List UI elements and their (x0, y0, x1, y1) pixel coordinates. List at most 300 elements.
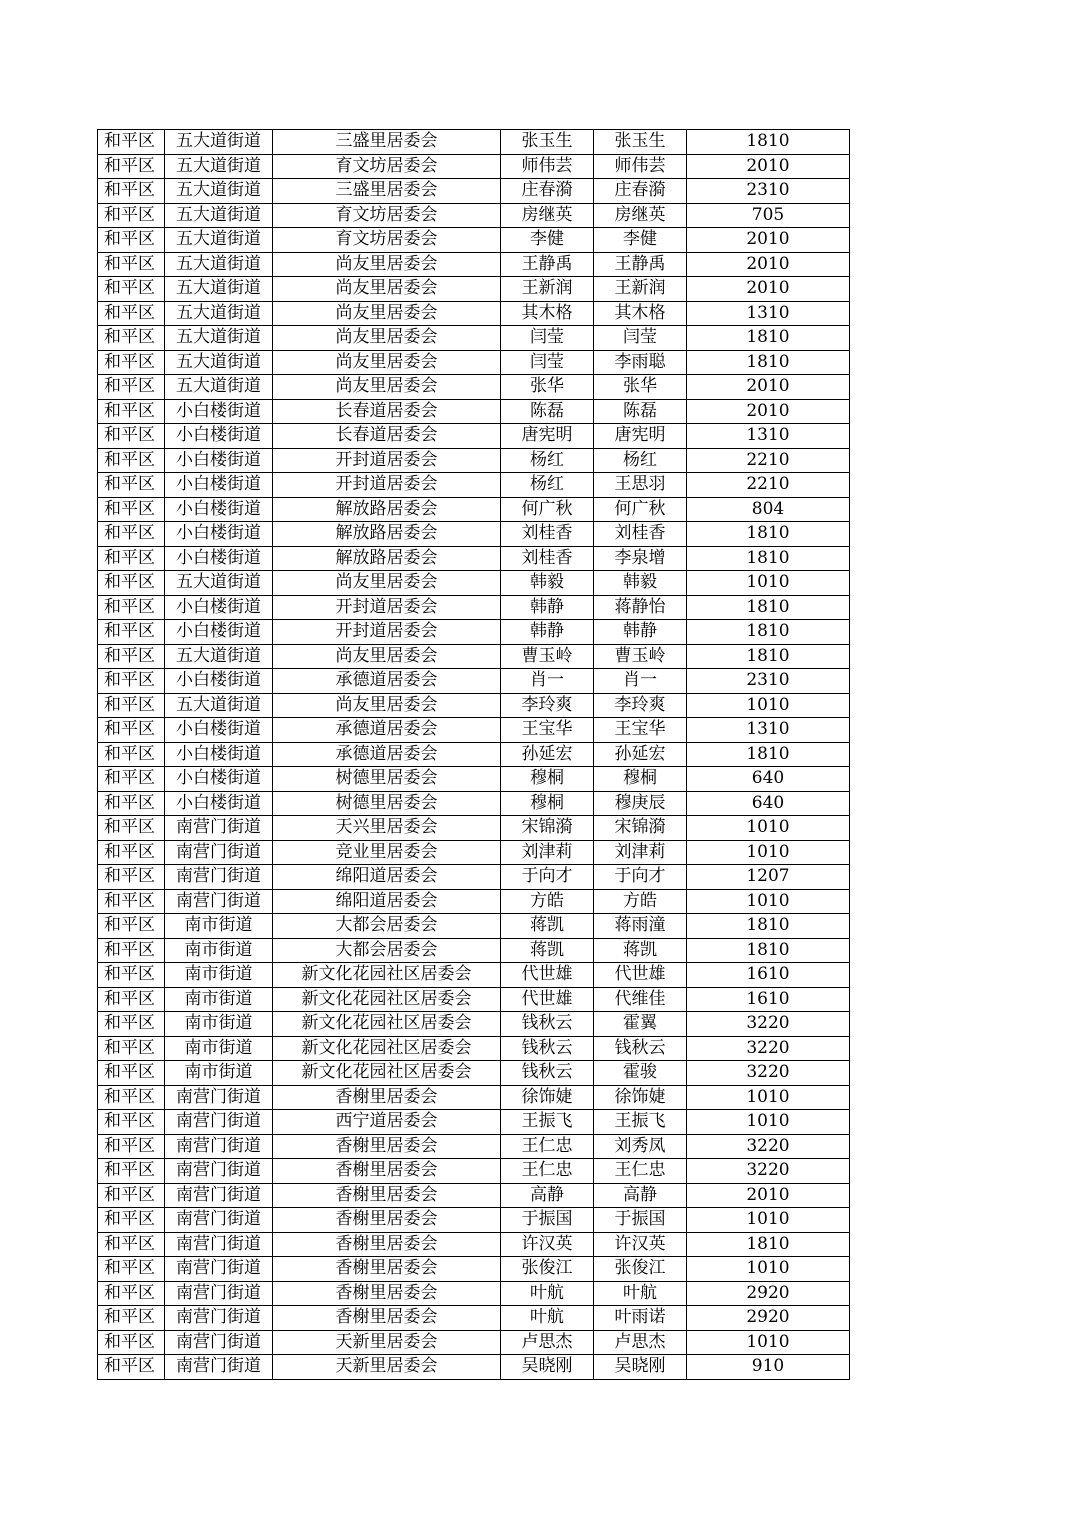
street-cell: 南营门街道 (165, 840, 273, 865)
committee-cell: 育文坊居委会 (273, 228, 501, 253)
table-row (98, 277, 850, 302)
district-cell: 和平区 (98, 914, 165, 939)
table-row (98, 1110, 850, 1135)
applicant-cell: 李玲爽 (501, 693, 594, 718)
street-cell: 五大道街道 (165, 571, 273, 596)
committee-cell: 香榭里居委会 (273, 1159, 501, 1184)
member-cell: 钱秋云 (594, 1036, 687, 1061)
committee-cell: 解放路居委会 (273, 546, 501, 571)
member-cell: 李健 (594, 228, 687, 253)
street-cell: 南营门街道 (165, 1281, 273, 1306)
district-cell: 和平区 (98, 840, 165, 865)
member-cell: 刘津莉 (594, 840, 687, 865)
amount-cell: 1810 (687, 326, 850, 351)
district-cell: 和平区 (98, 1208, 165, 1233)
amount-cell: 1810 (687, 546, 850, 571)
district-cell: 和平区 (98, 865, 165, 890)
district-cell: 和平区 (98, 1281, 165, 1306)
committee-cell: 新文化花园社区居委会 (273, 987, 501, 1012)
district-cell: 和平区 (98, 571, 165, 596)
applicant-cell: 刘桂香 (501, 546, 594, 571)
amount-cell: 2010 (687, 399, 850, 424)
table-row (98, 987, 850, 1012)
member-cell: 王思羽 (594, 473, 687, 498)
street-cell: 南市街道 (165, 1012, 273, 1037)
table-row (98, 791, 850, 816)
table-row (98, 1159, 850, 1184)
committee-cell: 香榭里居委会 (273, 1281, 501, 1306)
street-cell: 小白楼街道 (165, 742, 273, 767)
member-cell: 曹玉岭 (594, 644, 687, 669)
amount-cell: 3220 (687, 1036, 850, 1061)
applicant-cell: 刘津莉 (501, 840, 594, 865)
district-cell: 和平区 (98, 742, 165, 767)
amount-cell: 1810 (687, 1232, 850, 1257)
district-cell: 和平区 (98, 1012, 165, 1037)
applicant-cell: 其木格 (501, 301, 594, 326)
table-row (98, 620, 850, 645)
table-row (98, 963, 850, 988)
amount-cell: 1010 (687, 571, 850, 596)
applicant-cell: 穆桐 (501, 767, 594, 792)
member-cell: 于向才 (594, 865, 687, 890)
committee-cell: 新文化花园社区居委会 (273, 1061, 501, 1086)
table-row (98, 595, 850, 620)
table-row (98, 889, 850, 914)
street-cell: 南营门街道 (165, 1355, 273, 1380)
table-row (98, 1355, 850, 1380)
committee-cell: 解放路居委会 (273, 522, 501, 547)
district-cell: 和平区 (98, 987, 165, 1012)
applicant-cell: 许汉英 (501, 1232, 594, 1257)
amount-cell: 910 (687, 1355, 850, 1380)
amount-cell: 1010 (687, 1208, 850, 1233)
committee-cell: 西宁道居委会 (273, 1110, 501, 1135)
applicant-cell: 闫莹 (501, 326, 594, 351)
committee-cell: 天新里居委会 (273, 1355, 501, 1380)
amount-cell: 2010 (687, 375, 850, 400)
applicant-cell: 唐宪明 (501, 424, 594, 449)
amount-cell: 2010 (687, 252, 850, 277)
member-cell: 王新润 (594, 277, 687, 302)
street-cell: 五大道街道 (165, 252, 273, 277)
street-cell: 五大道街道 (165, 130, 273, 155)
committee-cell: 尚友里居委会 (273, 375, 501, 400)
street-cell: 小白楼街道 (165, 497, 273, 522)
district-cell: 和平区 (98, 693, 165, 718)
amount-cell: 1810 (687, 914, 850, 939)
member-cell: 陈磊 (594, 399, 687, 424)
committee-cell: 香榭里居委会 (273, 1085, 501, 1110)
amount-cell: 1810 (687, 595, 850, 620)
street-cell: 五大道街道 (165, 277, 273, 302)
committee-cell: 树德里居委会 (273, 791, 501, 816)
amount-cell: 1810 (687, 350, 850, 375)
table-row (98, 1330, 850, 1355)
member-cell: 何广秋 (594, 497, 687, 522)
applicant-cell: 钱秋云 (501, 1036, 594, 1061)
applicant-cell: 张俊江 (501, 1257, 594, 1282)
applicant-cell: 师伟芸 (501, 154, 594, 179)
member-cell: 王仁忠 (594, 1159, 687, 1184)
applicant-cell: 宋锦漪 (501, 816, 594, 841)
street-cell: 南营门街道 (165, 1134, 273, 1159)
table-row (98, 179, 850, 204)
member-cell: 蒋凯 (594, 938, 687, 963)
committee-cell: 尚友里居委会 (273, 277, 501, 302)
amount-cell: 1810 (687, 620, 850, 645)
committee-cell: 香榭里居委会 (273, 1306, 501, 1331)
table-row (98, 497, 850, 522)
amount-cell: 1010 (687, 1110, 850, 1135)
member-cell: 宋锦漪 (594, 816, 687, 841)
district-cell: 和平区 (98, 448, 165, 473)
applicant-cell: 代世雄 (501, 987, 594, 1012)
member-cell: 徐饰婕 (594, 1085, 687, 1110)
member-cell: 蒋雨潼 (594, 914, 687, 939)
amount-cell: 3220 (687, 1159, 850, 1184)
amount-cell: 1810 (687, 938, 850, 963)
applicant-cell: 王仁忠 (501, 1134, 594, 1159)
table-row (98, 767, 850, 792)
table-row (98, 473, 850, 498)
committee-cell: 尚友里居委会 (273, 326, 501, 351)
member-cell: 唐宪明 (594, 424, 687, 449)
street-cell: 南营门街道 (165, 865, 273, 890)
member-cell: 韩毅 (594, 571, 687, 596)
street-cell: 南营门街道 (165, 1330, 273, 1355)
member-cell: 其木格 (594, 301, 687, 326)
district-cell: 和平区 (98, 522, 165, 547)
committee-cell: 香榭里居委会 (273, 1208, 501, 1233)
table-row (98, 914, 850, 939)
district-cell: 和平区 (98, 1085, 165, 1110)
street-cell: 南营门街道 (165, 1208, 273, 1233)
member-cell: 王静禹 (594, 252, 687, 277)
committee-cell: 开封道居委会 (273, 620, 501, 645)
member-cell: 穆庚辰 (594, 791, 687, 816)
table-row (98, 840, 850, 865)
applicant-cell: 方皓 (501, 889, 594, 914)
committee-cell: 开封道居委会 (273, 595, 501, 620)
district-cell: 和平区 (98, 473, 165, 498)
applicant-cell: 闫莹 (501, 350, 594, 375)
amount-cell: 3220 (687, 1134, 850, 1159)
applicant-cell: 张玉生 (501, 130, 594, 155)
street-cell: 小白楼街道 (165, 767, 273, 792)
applicant-cell: 肖一 (501, 669, 594, 694)
district-cell: 和平区 (98, 1061, 165, 1086)
street-cell: 南营门街道 (165, 816, 273, 841)
amount-cell: 804 (687, 497, 850, 522)
amount-cell: 3220 (687, 1061, 850, 1086)
committee-cell: 香榭里居委会 (273, 1257, 501, 1282)
amount-cell: 2210 (687, 473, 850, 498)
street-cell: 小白楼街道 (165, 620, 273, 645)
table-row (98, 154, 850, 179)
applicant-cell: 杨红 (501, 448, 594, 473)
applicant-cell: 庄春漪 (501, 179, 594, 204)
amount-cell: 2920 (687, 1281, 850, 1306)
district-cell: 和平区 (98, 497, 165, 522)
member-cell: 于振国 (594, 1208, 687, 1233)
table-row (98, 669, 850, 694)
amount-cell: 2920 (687, 1306, 850, 1331)
street-cell: 五大道街道 (165, 154, 273, 179)
amount-cell: 1810 (687, 742, 850, 767)
street-cell: 小白楼街道 (165, 791, 273, 816)
district-cell: 和平区 (98, 399, 165, 424)
committee-cell: 尚友里居委会 (273, 350, 501, 375)
district-cell: 和平区 (98, 816, 165, 841)
district-cell: 和平区 (98, 154, 165, 179)
committee-cell: 育文坊居委会 (273, 203, 501, 228)
district-cell: 和平区 (98, 203, 165, 228)
table-row (98, 375, 850, 400)
street-cell: 小白楼街道 (165, 595, 273, 620)
table-row (98, 1036, 850, 1061)
district-cell: 和平区 (98, 1306, 165, 1331)
applicant-cell: 蒋凯 (501, 914, 594, 939)
committee-cell: 天兴里居委会 (273, 816, 501, 841)
district-cell: 和平区 (98, 1183, 165, 1208)
amount-cell: 1310 (687, 718, 850, 743)
district-cell: 和平区 (98, 938, 165, 963)
amount-cell: 705 (687, 203, 850, 228)
committee-cell: 树德里居委会 (273, 767, 501, 792)
committee-cell: 长春道居委会 (273, 399, 501, 424)
table-row (98, 718, 850, 743)
street-cell: 小白楼街道 (165, 448, 273, 473)
street-cell: 南营门街道 (165, 889, 273, 914)
district-cell: 和平区 (98, 963, 165, 988)
district-cell: 和平区 (98, 326, 165, 351)
table-row (98, 1134, 850, 1159)
district-cell: 和平区 (98, 1257, 165, 1282)
committee-cell: 承德道居委会 (273, 742, 501, 767)
district-cell: 和平区 (98, 1330, 165, 1355)
applicant-cell: 王新润 (501, 277, 594, 302)
district-cell: 和平区 (98, 350, 165, 375)
amount-cell: 1010 (687, 1330, 850, 1355)
table-body (98, 130, 850, 1380)
committee-cell: 绵阳道居委会 (273, 865, 501, 890)
member-cell: 李雨聪 (594, 350, 687, 375)
amount-cell: 1810 (687, 644, 850, 669)
street-cell: 南市街道 (165, 963, 273, 988)
district-cell: 和平区 (98, 1110, 165, 1135)
street-cell: 南营门街道 (165, 1183, 273, 1208)
amount-cell: 2010 (687, 228, 850, 253)
district-cell: 和平区 (98, 179, 165, 204)
committee-cell: 育文坊居委会 (273, 154, 501, 179)
table-row (98, 203, 850, 228)
applicant-cell: 于向才 (501, 865, 594, 890)
member-cell: 叶雨诺 (594, 1306, 687, 1331)
applicant-cell: 何广秋 (501, 497, 594, 522)
street-cell: 五大道街道 (165, 203, 273, 228)
member-cell: 蒋静怡 (594, 595, 687, 620)
applicant-cell: 代世雄 (501, 963, 594, 988)
member-cell: 韩静 (594, 620, 687, 645)
applicant-cell: 于振国 (501, 1208, 594, 1233)
applicant-cell: 王静禹 (501, 252, 594, 277)
amount-cell: 1810 (687, 130, 850, 155)
member-cell: 代维佳 (594, 987, 687, 1012)
street-cell: 五大道街道 (165, 644, 273, 669)
table-row (98, 816, 850, 841)
district-cell: 和平区 (98, 1355, 165, 1380)
table-row (98, 938, 850, 963)
applicant-cell: 高静 (501, 1183, 594, 1208)
applicant-cell: 王宝华 (501, 718, 594, 743)
applicant-cell: 穆桐 (501, 791, 594, 816)
committee-cell: 大都会居委会 (273, 914, 501, 939)
applicant-cell: 韩毅 (501, 571, 594, 596)
table-row (98, 742, 850, 767)
street-cell: 五大道街道 (165, 693, 273, 718)
table-row (98, 301, 850, 326)
table-row (98, 448, 850, 473)
district-cell: 和平区 (98, 130, 165, 155)
member-cell: 王振飞 (594, 1110, 687, 1135)
committee-cell: 解放路居委会 (273, 497, 501, 522)
district-cell: 和平区 (98, 424, 165, 449)
amount-cell: 1810 (687, 522, 850, 547)
committee-cell: 绵阳道居委会 (273, 889, 501, 914)
district-cell: 和平区 (98, 252, 165, 277)
street-cell: 五大道街道 (165, 179, 273, 204)
district-cell: 和平区 (98, 767, 165, 792)
committee-cell: 尚友里居委会 (273, 252, 501, 277)
table-row (98, 1183, 850, 1208)
street-cell: 南营门街道 (165, 1159, 273, 1184)
amount-cell: 2010 (687, 1183, 850, 1208)
committee-cell: 开封道居委会 (273, 473, 501, 498)
applicant-cell: 叶航 (501, 1306, 594, 1331)
committee-cell: 大都会居委会 (273, 938, 501, 963)
committee-cell: 香榭里居委会 (273, 1183, 501, 1208)
applicant-cell: 王仁忠 (501, 1159, 594, 1184)
table-row (98, 130, 850, 155)
committee-cell: 承德道居委会 (273, 669, 501, 694)
committee-cell: 新文化花园社区居委会 (273, 1036, 501, 1061)
applicant-cell: 徐饰婕 (501, 1085, 594, 1110)
street-cell: 南市街道 (165, 938, 273, 963)
member-cell: 霍翼 (594, 1012, 687, 1037)
applicant-cell: 陈磊 (501, 399, 594, 424)
amount-cell: 1310 (687, 424, 850, 449)
amount-cell: 3220 (687, 1012, 850, 1037)
applicant-cell: 曹玉岭 (501, 644, 594, 669)
applicant-cell: 刘桂香 (501, 522, 594, 547)
member-cell: 张俊江 (594, 1257, 687, 1282)
table-row (98, 693, 850, 718)
member-cell: 许汉英 (594, 1232, 687, 1257)
amount-cell: 1310 (687, 301, 850, 326)
committee-cell: 天新里居委会 (273, 1330, 501, 1355)
district-cell: 和平区 (98, 546, 165, 571)
amount-cell: 2310 (687, 179, 850, 204)
applicant-cell: 孙延宏 (501, 742, 594, 767)
amount-cell: 640 (687, 767, 850, 792)
table-row (98, 1232, 850, 1257)
amount-cell: 1010 (687, 1085, 850, 1110)
applicant-cell: 杨红 (501, 473, 594, 498)
table-row (98, 1208, 850, 1233)
table-row (98, 644, 850, 669)
district-cell: 和平区 (98, 620, 165, 645)
member-cell: 张华 (594, 375, 687, 400)
street-cell: 小白楼街道 (165, 669, 273, 694)
table-row (98, 424, 850, 449)
applicant-cell: 吴晓刚 (501, 1355, 594, 1380)
street-cell: 小白楼街道 (165, 399, 273, 424)
member-cell: 杨红 (594, 448, 687, 473)
street-cell: 南营门街道 (165, 1232, 273, 1257)
committee-cell: 竞业里居委会 (273, 840, 501, 865)
table-row (98, 1085, 850, 1110)
street-cell: 南营门街道 (165, 1306, 273, 1331)
table-row (98, 522, 850, 547)
applicant-cell: 叶航 (501, 1281, 594, 1306)
street-cell: 小白楼街道 (165, 718, 273, 743)
district-cell: 和平区 (98, 375, 165, 400)
committee-cell: 开封道居委会 (273, 448, 501, 473)
applicant-cell: 钱秋云 (501, 1061, 594, 1086)
applicant-cell: 蒋凯 (501, 938, 594, 963)
amount-cell: 1610 (687, 963, 850, 988)
member-cell: 闫莹 (594, 326, 687, 351)
member-cell: 卢思杰 (594, 1330, 687, 1355)
street-cell: 南市街道 (165, 987, 273, 1012)
district-cell: 和平区 (98, 889, 165, 914)
member-cell: 高静 (594, 1183, 687, 1208)
table-row (98, 546, 850, 571)
street-cell: 小白楼街道 (165, 424, 273, 449)
member-cell: 王宝华 (594, 718, 687, 743)
amount-cell: 1207 (687, 865, 850, 890)
committee-cell: 尚友里居委会 (273, 301, 501, 326)
street-cell: 五大道街道 (165, 228, 273, 253)
district-cell: 和平区 (98, 1159, 165, 1184)
table-row (98, 228, 850, 253)
street-cell: 南市街道 (165, 1061, 273, 1086)
amount-cell: 1010 (687, 816, 850, 841)
street-cell: 五大道街道 (165, 375, 273, 400)
table-row (98, 865, 850, 890)
applicant-cell: 卢思杰 (501, 1330, 594, 1355)
district-cell: 和平区 (98, 228, 165, 253)
committee-cell: 尚友里居委会 (273, 571, 501, 596)
street-cell: 五大道街道 (165, 326, 273, 351)
member-cell: 叶航 (594, 1281, 687, 1306)
member-cell: 刘桂香 (594, 522, 687, 547)
applicant-cell: 房继英 (501, 203, 594, 228)
amount-cell: 1010 (687, 840, 850, 865)
member-cell: 师伟芸 (594, 154, 687, 179)
applicant-cell: 钱秋云 (501, 1012, 594, 1037)
member-cell: 房继英 (594, 203, 687, 228)
table-row (98, 1061, 850, 1086)
amount-cell: 2010 (687, 277, 850, 302)
committee-cell: 新文化花园社区居委会 (273, 1012, 501, 1037)
committee-cell: 尚友里居委会 (273, 693, 501, 718)
committee-cell: 新文化花园社区居委会 (273, 963, 501, 988)
table-row (98, 399, 850, 424)
member-cell: 穆桐 (594, 767, 687, 792)
amount-cell: 2310 (687, 669, 850, 694)
